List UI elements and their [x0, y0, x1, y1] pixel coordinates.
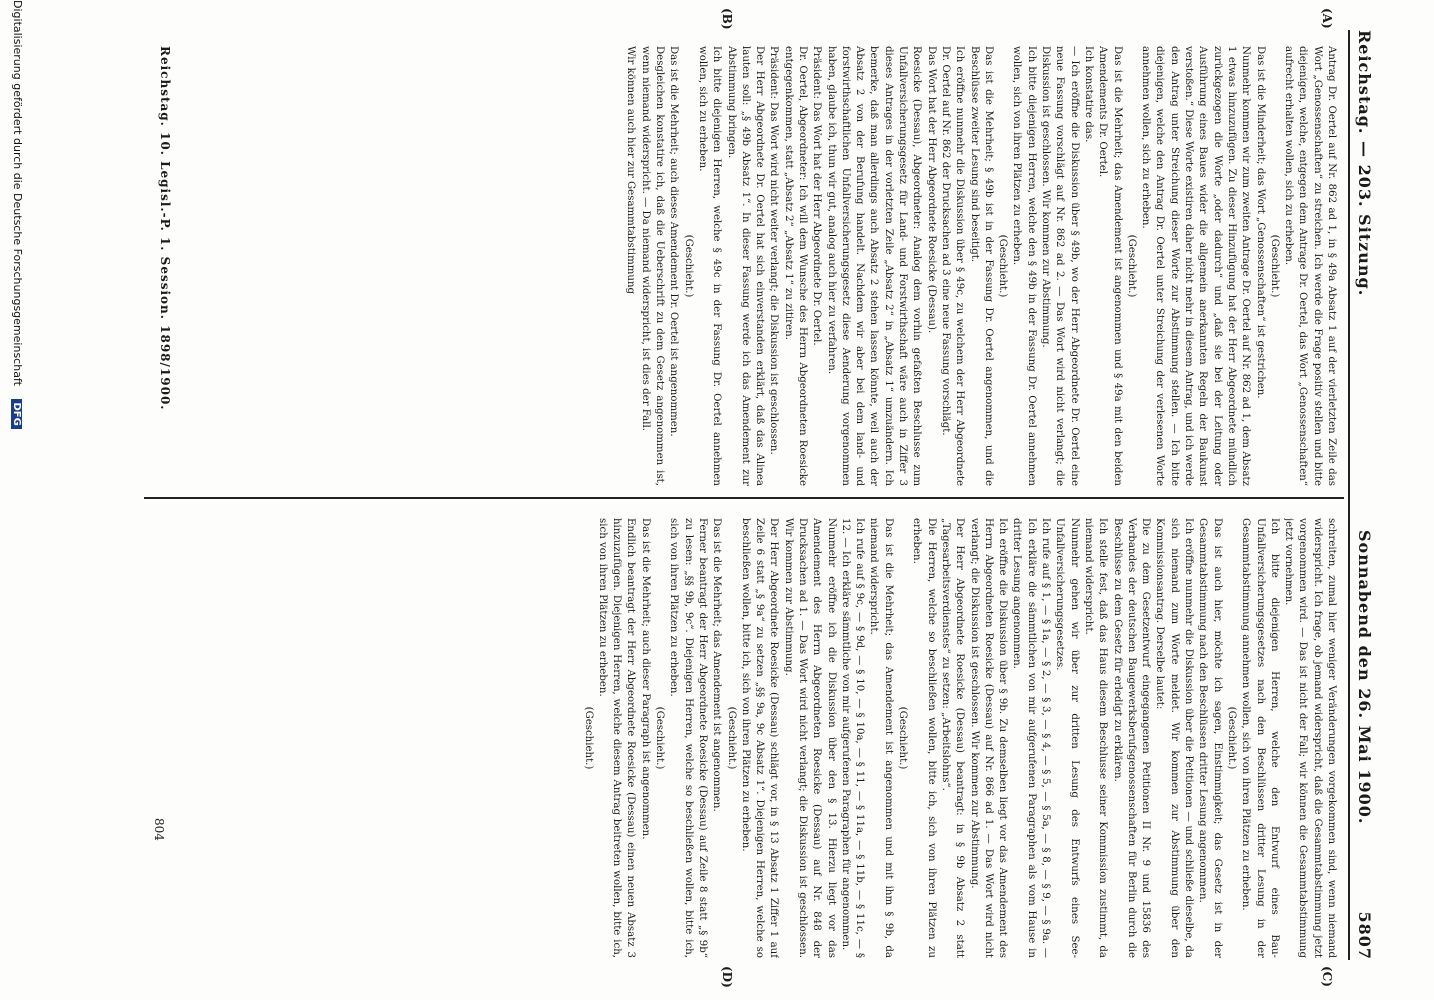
paragraph: Ferner beantragt der Herr Abgeordnete Roesicke (Dessau) auf Zeile 8 statt „§ 9b“ zu lesen: „§§ 9b, 9c“. Diejenigen Herren, welche so beschließen wollen, bitte ich, sich von ihren Plätzen zu erheben.	[668, 518, 708, 958]
paragraph: Das Wort hat der Herr Abgeordnete Roesicke (Dessau).	[925, 46, 937, 334]
paragraph: Nunmehr eröffne ich die Diskussion über den § 13. Hierzu liegt vor das Amendement des Herrn Abgeordneten Roesicke (Dessau) auf Nr. 848 der Drucksachen ad 1. — Das Wort wird nicht verlangt; die Diskussion ist geschlossen. Wir kommen zur Abstimmung.	[782, 518, 837, 958]
paragraph: Antrag Dr. Oertel auf Nr. 862 ad 1, in § 49a Absatz 1 auf der vierletzten Zeile das Wort „Genossenschaften“ zu streichen. Ich werde die Frage positiv stellen und bitte diejenigen, welche, entgegen dem Antrage Dr. Oertel, das Wort „Genossenschaften“ aufrecht erhalten wollen, sich zu erheben.	[1283, 46, 1337, 486]
paragraph: (Geschieht.)	[682, 234, 694, 298]
paragraph: (Geschieht.)	[1225, 706, 1237, 770]
paragraph: Ich eröffne nunmehr die Diskussion über die Petitionen — und schließe dieselbe, da sich niemand zum Worte meldet. Wir kommen zur Abstimmung über den Kommissionsantrag. Derselbe lautet:	[1154, 518, 1195, 958]
paragraph: (Geschieht.)	[725, 706, 737, 770]
paragraph: Ich stelle fest, daß das Haus diesem Beschlusse seiner Kommission zustimmt, da niemand widerspricht.	[1082, 518, 1109, 958]
paragraph: Ich konstatire das.	[1082, 46, 1094, 143]
paragraph: Ich rufe auf § 1, — § 1a, — § 2, — § 3, — § 4, — § 5, — § 5a, — § 8, — § 9, — § 9a. — Ich erkläre die sämmtlichen von mir aufgerufenen Paragraphen als vom Hause in dritter Lesung angenommen.	[1011, 518, 1052, 958]
dfg-logo: DFG	[11, 399, 22, 428]
paragraph: Das ist die Minderheit; das Wort „Genossenschaften“ ist gestrichen.	[1254, 46, 1266, 399]
header-title: Reichstag. — 203. Sitzung.	[1355, 30, 1374, 297]
paragraph: Das ist die Mehrheit; das Amendement ist angenommen und § 49a mit den beiden Amendements Dr. Oertel.	[1097, 46, 1123, 486]
margin-mark-c: (C)	[1320, 966, 1334, 987]
left-text-column	[178, 46, 1338, 486]
header-date: Sonnabend den 26. Mai 1900.	[1355, 530, 1374, 825]
paragraph: Ich eröffne die Diskussion über § 9b. Zu demselben liegt vor das Amendement des Herrn Abgeordneten Roesicke (Dessau) auf Nr. 866 ad 1. — Das Wort wird nicht verlangt; die Diskussion ist geschlossen. Wir kommen zur Abstimmung.	[968, 518, 1009, 958]
paragraph: Der Herr Abgeordnete Roesicke (Dessau) schlägt vor, in § 13 Absatz 1 Ziffer 1 auf Zeile 6 statt „§ 9a“ zu setzen „§§ 9a, 9c Absatz 1“. Diejenigen Herren, welche so beschließen wollen, bitte ich, sich von ihren Plätzen zu erheben.	[739, 518, 780, 958]
paragraph: Der Herr Abgeordnete Roesicke (Dessau) beantragt: in § 9b Absatz 2 statt „Tagesarbeitsverdienstes“ zu setzen: „Arbeitslohns“.	[939, 518, 966, 958]
paragraph: Der Herr Abgeordnete Dr. Oertel hat sich einverstanden erklärt, daß das Alinea lauten soll: „§ 49b Absatz 1“. In dieser Fassung werde ich das Amendement zur Abstimmung bringen.	[725, 46, 766, 486]
margin-mark-d: (D)	[720, 966, 734, 988]
column-divider	[144, 497, 1344, 499]
paragraph: Ich bitte diejenigen Herren, welche den Entwurf eines Bau-Unfallversicherungsgesetzes nach den Beschlüssen dritter Lesung in der Gesammtabstimmung annehmen wollen, sich von ihren Plätzen zu erheben.	[1240, 518, 1280, 958]
paragraph: Ich bitte diejenigen Herren, welche den § 49b in der Fassung Dr. Oertel annehmen wollen, sich von ihren Plätzen zu erheben.	[1011, 46, 1037, 486]
paragraph: Das ist die Mehrheit; das Amendement ist angenommen.	[711, 518, 723, 812]
sheet-number: 804	[152, 818, 166, 841]
paragraph: Endlich beantragt der Herr Abgeordnete Roesicke (Dessau) einen neuen Absatz 3 hinzuzufügen. Diejenigen Herren, welche diesem Antrag beitreten wollen, bitte ich, sich von ihren Plätzen zu erheben.	[596, 518, 637, 958]
margin-mark-a: (A)	[1320, 8, 1334, 29]
right-text-column	[178, 518, 1338, 958]
paragraph: schreiten, zumal hier weniger Veränderungen vorgekommen sind, wenn niemand widerspricht. Ich frage, ob jemand widerspricht, daß die Gesammtabstimmung jetzt vorgenommen wird. — Das ist nicht der Fall; wir können die Gesammtabstimmung jetzt vornehmen.	[1283, 518, 1337, 958]
paragraph: Nunmehr gehen wir über zur dritten Lesung des Entwurfs eines See-Unfallversicherungsgesetzes.	[1054, 518, 1080, 958]
margin-mark-b: (B)	[720, 8, 734, 30]
paragraph: Das ist die Mehrheit; das Amendement ist angenommen und mit ihm § 9b, da niemand widerspricht.	[868, 518, 894, 958]
paragraph: Ich eröffne nunmehr die Diskussion über § 49c, zu welchem der Herr Abgeordnete Dr. Oertel auf Nr. 862 der Drucksachen ad 3 eine neue Fassung vorschlägt.	[939, 46, 966, 486]
header-rule	[1348, 30, 1350, 960]
paragraph: Die zu dem Gesetzentwurf eingegangenen Petitionen II Nr. 9 und 15836 des Verbandes der deutschen Baugewerksberufsgenossenschaften für Berlin durch die Beschlüsse zu dem Gesetz für erledigt zu erklären.	[1111, 518, 1152, 958]
paragraph: (Geschieht.)	[997, 234, 1009, 298]
paragraph: Ich bitte diejenigen Herren, welche § 49c in der Fassung Dr. Oertel annehmen wollen, sich zu erheben.	[696, 46, 723, 486]
paragraph: Dr. Oertel, Abgeordneter: Ich will dem Wunsche des Herrn Abgeordneten Roesicke entgegenkommen, statt „Absatz 2“ „Absatz 1“ zu zitiren.	[782, 46, 809, 486]
paragraph: Das ist die Mehrheit; § 49b ist in der Fassung Dr. Oertel angenommen, und die Beschlüsse zweiter Lesung sind beseitigt.	[968, 46, 994, 486]
paragraph: (Geschieht.)	[897, 706, 909, 770]
paragraph: Das ist die Mehrheit; auch dieses Amendement Dr. Oertel ist angenommen.	[668, 46, 680, 437]
paragraph: (Geschieht.)	[582, 706, 594, 770]
paragraph: — Ich eröffne die Diskussion über § 49b, wo der Herr Abgeordnete Dr. Oertel eine neue Fassung vorschlägt auf Nr. 862 ad 2. — Das Wort wird nicht verlangt; die Diskussion ist geschlossen. Wir kommen zur Abstimmung.	[1040, 46, 1080, 486]
session-footer: Reichstag. 10. Legisl.-P. 1. Session. 1898/1900.	[158, 46, 172, 411]
paragraph: Wir können auch hier zur Gesammtabstimmung	[625, 46, 637, 295]
paragraph: Präsident: Das Wort hat der Herr Abgeordnete Dr. Oertel.	[811, 46, 823, 346]
paragraph: Die Herren, welche so beschließen wollen, bitte ich, sich von ihren Plätzen zu erheben.	[911, 518, 937, 958]
credit-text: Digitalisierung gefördert durch die Deutsche Forschungsgemeinschaft	[11, 0, 24, 386]
paragraph: Ich rufe auf § 9c, — § 9d, — § 10, — § 10a, — § 11, — § 11a, — § 11b, — § 11c, — § 12. — Ich erkläre sämmtliche von mir aufgerufenen Paragraphen für angenommen.	[839, 518, 866, 958]
paragraph: (Geschieht.)	[1125, 234, 1137, 298]
page-number: 5807	[1355, 911, 1374, 960]
paragraph: Das ist die Mehrheit; auch dieser Paragraph ist angenommen.	[639, 518, 651, 840]
paragraph: Roesicke (Dessau), Abgeordneter: Analog dem vorhin gefaßten Beschlusse zum Unfallversicherungsgesetz für Land- und Forstwirthschaft wäre auch in Ziffer 3 dieses Antrages in der vorletzten Zeile „Absatz 2“ in „Absatz 1“ umzuändern. Ich bemerke, daß man allerdings auch Absatz 2 stehen lassen könnte, weil auch der Absatz 2 von der Berufung handelt. Nachdem wir aber bei dem land- und forstwirthschaftlichen Unfallversicherungsgesetz diese Aenderung vorgenommen haben, glaube ich, thun wir gut, analog auch hier zu verfahren.	[825, 46, 923, 486]
paragraph: (Geschieht.)	[1268, 234, 1280, 298]
paragraph: Präsident: Das Wort wird nicht weiter verlangt; die Diskussion ist geschlossen.	[768, 46, 780, 455]
paragraph: Nunmehr kommen wir zum zweiten Antrage Dr. Oertel auf Nr. 862 ad 1, dem Absatz 1 etwas hinzuzufügen. Zu dieser Hinzufügung hat der Herr Abgeordnete mündlich zurückgezogen die Worte „oder dadurch“ und „daß sie bei der Leitung oder Ausführung eines Baues wider die allgemein anerkannten Regeln der Baukunst verstoßen.“ Diese Worte existiren daher nicht mehr in diesem Antrag, und ich werde den Antrag unter Streichung dieser Worte zur Abstimmung stellen. — Ich bitte diejenigen, welche den Antrag Dr. Oertel unter Streichung der verlesenen Worte annehmen wollen, sich zu erheben.	[1140, 46, 1252, 486]
paragraph: Das ist auch hier, möchte ich sagen, Einstimmigkeit; das Gesetz ist in der Gesammtabstimmung nach den Beschlüssen dritter Lesung angenommen.	[1197, 518, 1223, 958]
digitization-credit	[11, 0, 24, 1000]
paragraph: (Geschieht.)	[654, 706, 666, 770]
page-header	[1348, 30, 1384, 960]
paragraph: Desgleichen konstatire ich, daß die Ueberschrift zu dem Gesetz angenommen ist, wenn niemand widerspricht. — Da niemand widerspricht, ist dies der Fall.	[639, 46, 666, 486]
